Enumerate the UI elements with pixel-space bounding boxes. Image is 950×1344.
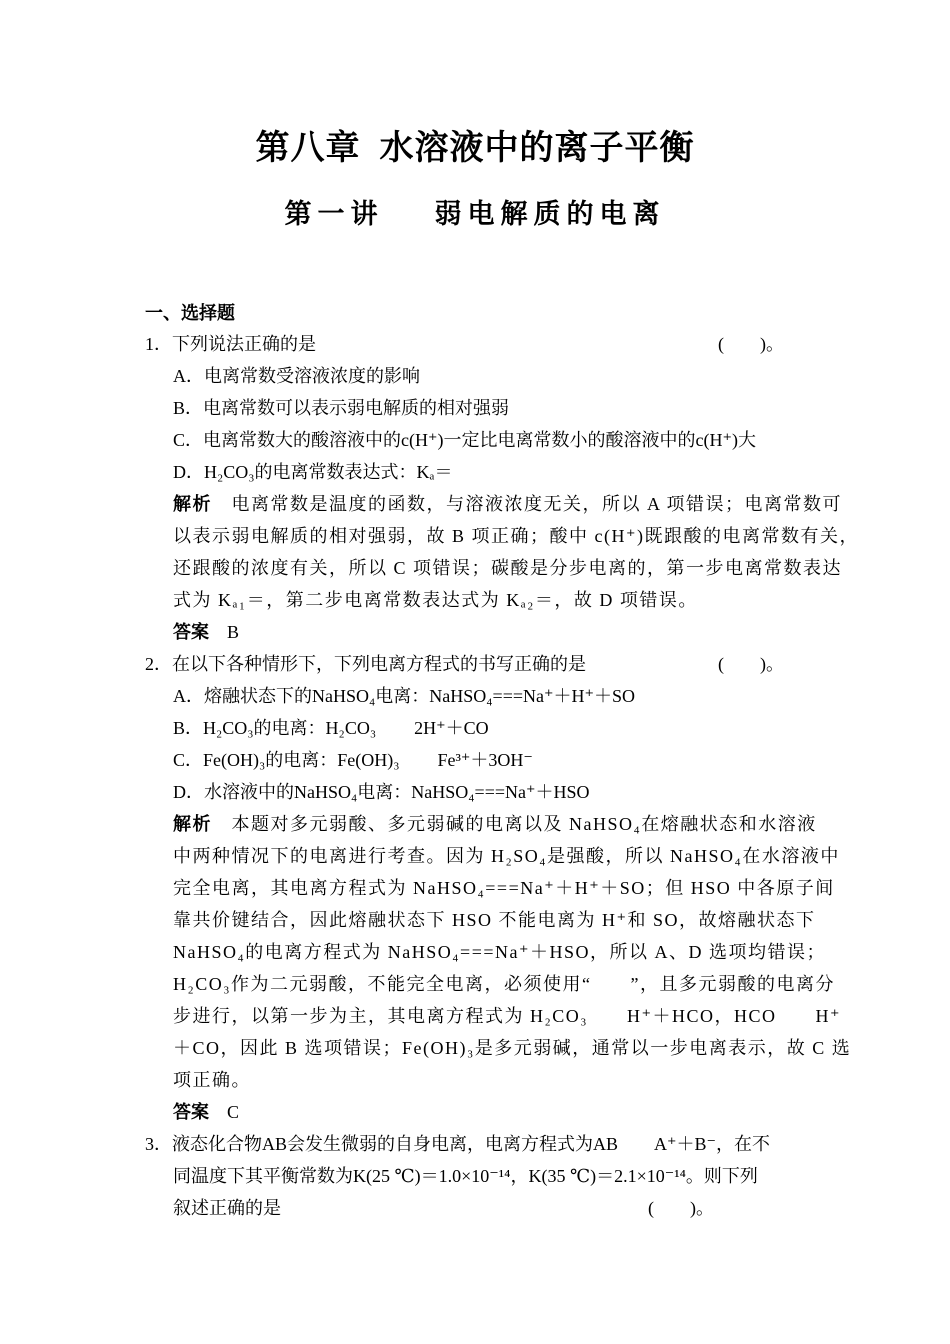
analysis-line: 解析 电离常数是温度的函数，与溶液浓度无关，所以 A 项错误；电离常数可	[173, 494, 843, 514]
answer-line	[173, 621, 810, 643]
analysis-line: 还跟酸的浓度有关，所以 C 项错误；碳酸是分步电离的，第一步电离常数表达	[173, 558, 843, 578]
analysis-line: 项正确。	[173, 1070, 251, 1090]
analysis-line: ＋CO，因此 B 选项错误；Fe(OH)₃是多元弱碱，通常以一步电离表示，故 C 选	[173, 1038, 852, 1058]
option-a: A．电离常数受溶液浓度的影响	[173, 366, 420, 386]
answer-value: B	[227, 622, 240, 642]
lesson-subtitle: 第一讲 弱电解质的电离	[284, 199, 666, 229]
analysis-line: 以表示弱电解质的相对强弱，故 B 项正确；酸中 c(H⁺)既跟酸的电离常数有关，	[173, 526, 859, 546]
analysis-line: 中两种情况下的电离进行考查。因为 H₂SO₄是强酸，所以 NaHSO₄在水溶液中	[173, 846, 840, 866]
analysis-line: NaHSO₄的电离方程式为 NaHSO₄===Na⁺＋HSO，所以 A、D 选项均错误；	[173, 942, 826, 962]
analysis-label: 解析	[173, 814, 212, 834]
question-text: 液态化合物AB会发生微弱的自身电离，电离方程式为AB A⁺＋B⁻，在不	[172, 1134, 771, 1154]
chapter-title: 第八章 水溶液中的离子平衡	[255, 130, 695, 167]
question-text: 同温度下其平衡常数为K(25 ℃)＝1.0×10⁻¹⁴，K(35 ℃)＝2.1×10⁻¹⁴。则下列	[173, 1166, 758, 1186]
analysis-line: 解析 本题对多元弱酸、多元弱碱的电离以及 NaHSO₄在熔融状态和水溶液	[173, 814, 817, 834]
question-1-stem	[145, 333, 810, 355]
answer-line	[173, 1101, 810, 1123]
option-d: D．H₂CO₃的电离常数表达式：Kₐ＝	[173, 462, 453, 482]
option-d: D．水溶液中的NaHSO₄电离：NaHSO₄===Na⁺＋HSO	[173, 782, 590, 802]
answer-blank: ( )。	[718, 654, 784, 674]
answer-value: C	[227, 1102, 240, 1122]
answer-label: 答案	[173, 622, 209, 642]
answer-blank: ( )。	[718, 334, 784, 354]
question-text: 在以下各种情形下，下列电离方程式的书写正确的是	[172, 654, 586, 674]
analysis-line: 式为 Kₐ₁＝，第二步电离常数表达式为 Kₐ₂＝，故 D 项错误。	[173, 590, 698, 610]
option-b: B．H₂CO₃的电离：H₂CO₃ 2H⁺＋CO	[173, 718, 489, 738]
question-text: 叙述正确的是	[173, 1198, 281, 1218]
option-c: C．电离常数大的酸溶液中的c(H⁺)一定比电离常数小的酸溶液中的c(H⁺)大	[173, 430, 756, 450]
answer-blank: ( )。	[648, 1198, 714, 1218]
question-2-stem	[145, 653, 810, 675]
analysis-line: 完全电离，其电离方程式为 NaHSO₄===Na⁺＋H⁺＋SO；但 HSO 中各原子间	[173, 878, 835, 898]
analysis-label: 解析	[173, 494, 212, 514]
question-number: 2．	[145, 654, 172, 674]
question-text: 下列说法正确的是	[172, 334, 316, 354]
question-3-stem	[145, 1133, 810, 1155]
analysis-line: H₂CO₃作为二元弱酸，不能完全电离，必须使用“ ”，且多元弱酸的电离分	[173, 974, 836, 994]
analysis-line: 步进行，以第一步为主，其电离方程式为 H₂CO₃ H⁺＋HCO，HCO H⁺	[173, 1006, 842, 1026]
option-a: A．熔融状态下的NaHSO₄电离：NaHSO₄===Na⁺＋H⁺＋SO	[173, 686, 635, 706]
question-number: 3．	[145, 1134, 172, 1154]
option-b: B．电离常数可以表示弱电解质的相对强弱	[173, 398, 510, 418]
answer-label: 答案	[173, 1102, 209, 1122]
option-c: C．Fe(OH)₃的电离：Fe(OH)₃ Fe³⁺＋3OH⁻	[173, 750, 533, 770]
section-heading: 一、选择题	[145, 303, 235, 323]
analysis-line: 靠共价键结合，因此熔融状态下 HSO 不能电离为 H⁺和 SO，故熔融状态下	[173, 910, 816, 930]
question-number: 1．	[145, 334, 172, 354]
